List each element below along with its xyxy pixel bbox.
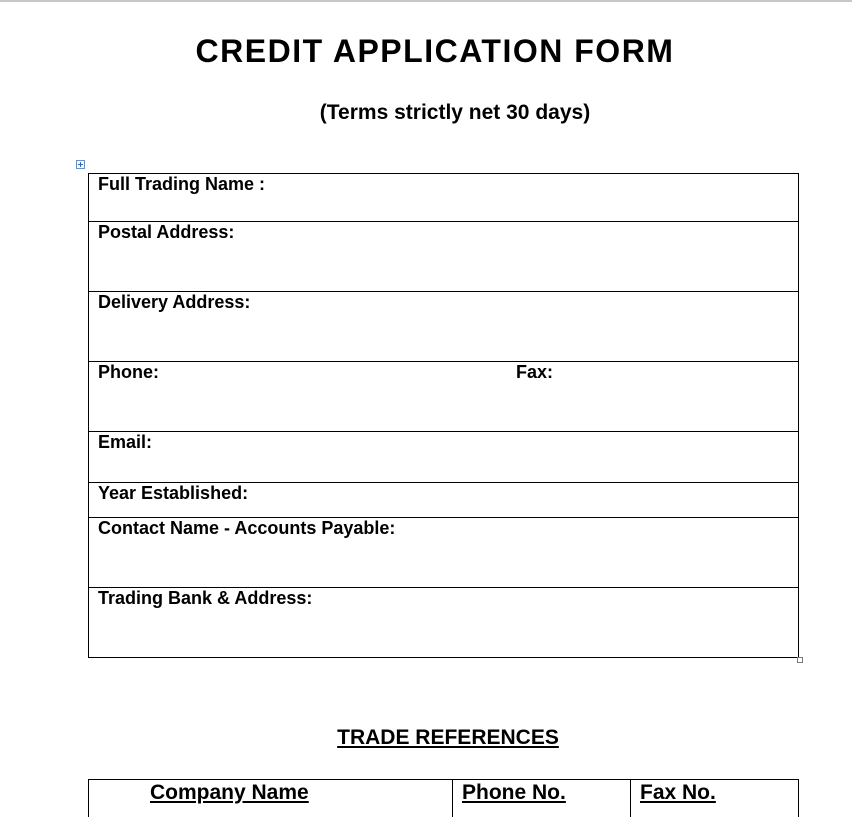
- trade-references-table: [88, 779, 799, 817]
- fax-no-column[interactable]: [631, 780, 799, 817]
- company-name-header: Company Name: [150, 781, 309, 804]
- credit-application-table: [88, 173, 799, 658]
- page-title: CREDIT APPLICATION FORM: [195, 33, 675, 69]
- full-trading-name-label: Full Trading Name :: [98, 174, 266, 194]
- fax-no-header: Fax No.: [640, 781, 716, 804]
- table-move-handle-icon[interactable]: [76, 160, 85, 169]
- row-email[interactable]: [89, 431, 798, 482]
- trading-bank-label: Trading Bank & Address:: [98, 588, 313, 608]
- trade-references-heading: TRADE REFERENCES: [337, 726, 559, 749]
- phone-no-column[interactable]: [453, 780, 631, 817]
- row-full-trading-name[interactable]: [89, 174, 798, 221]
- page-subtitle: (Terms strictly net 30 days): [319, 101, 591, 124]
- phone-no-header: Phone No.: [462, 781, 566, 804]
- postal-address-label: Postal Address:: [98, 222, 235, 242]
- row-trading-bank[interactable]: [89, 587, 798, 657]
- phone-label: Phone:: [98, 362, 159, 382]
- delivery-address-label: Delivery Address:: [98, 292, 251, 312]
- company-name-column[interactable]: [89, 780, 453, 817]
- row-delivery-address[interactable]: [89, 291, 798, 361]
- row-postal-address[interactable]: [89, 221, 798, 291]
- row-contact-name[interactable]: [89, 517, 798, 587]
- email-label: Email:: [98, 432, 153, 452]
- row-year-established[interactable]: [89, 482, 798, 517]
- table-resize-handle-icon[interactable]: [797, 657, 803, 663]
- year-established-label: Year Established:: [98, 483, 249, 503]
- fax-label: Fax:: [516, 362, 554, 382]
- contact-name-label: Contact Name - Accounts Payable:: [98, 518, 396, 538]
- row-phone-fax[interactable]: [89, 361, 798, 431]
